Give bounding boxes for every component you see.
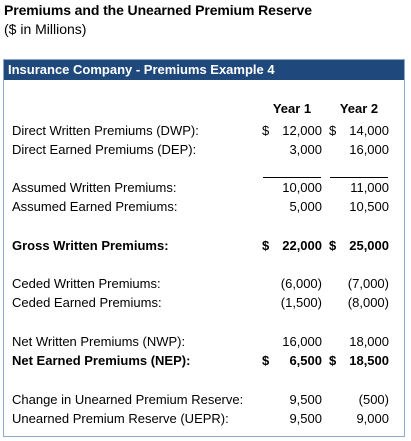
cell-value: 14,000 [349, 123, 389, 138]
cell-year1: 16,000 [282, 334, 322, 349]
currency-symbol: $ [262, 123, 270, 138]
table-header: Insurance Company - Premiums Example 4 [4, 60, 404, 80]
currency-symbol: $ [329, 238, 337, 253]
table-row [4, 390, 404, 409]
cell-year1: 9,500 [289, 392, 322, 407]
cell-year2 [329, 351, 389, 370]
row-label: Gross Written Premiums: [12, 238, 169, 253]
cell-year2: 16,000 [349, 142, 389, 157]
cell-value: 18,500 [349, 353, 389, 368]
currency-symbol: $ [329, 123, 337, 138]
cell-year1: 10,000 [282, 180, 322, 195]
cell-year1 [262, 351, 322, 370]
cell-year1: 5,000 [289, 199, 322, 214]
column-headers [4, 99, 404, 118]
cell-year1: (1,500) [280, 295, 322, 310]
page-title: Premiums and the Unearned Premium Reserve [4, 2, 312, 18]
cell-value: 22,000 [282, 238, 322, 253]
currency-symbol: $ [262, 238, 270, 253]
row-label: Change in Unearned Premium Reserve: [12, 392, 244, 407]
table-row [4, 236, 404, 255]
row-label: Net Written Premiums (NWP): [12, 334, 186, 349]
table-row [4, 121, 404, 140]
table-row [4, 197, 404, 216]
cell-year2: (7,000) [347, 276, 389, 291]
cell-year1: (6,000) [280, 276, 322, 291]
row-label: Assumed Written Premiums: [12, 180, 177, 195]
cell-value: 25,000 [349, 238, 389, 253]
premiums-table [3, 59, 405, 437]
row-label: Unearned Premium Reserve (UEPR): [12, 411, 229, 426]
table-row [4, 293, 404, 312]
cell-year1 [262, 236, 322, 255]
cell-year1 [262, 121, 322, 140]
cell-value: 6,500 [289, 353, 322, 368]
table-row [4, 332, 404, 351]
row-label: Direct Earned Premiums (DEP): [12, 142, 197, 157]
cell-year2 [329, 121, 389, 140]
cell-year1: 3,000 [289, 142, 322, 157]
row-label: Assumed Earned Premiums: [12, 199, 178, 214]
row-label: Net Earned Premiums (NEP): [12, 353, 191, 368]
currency-symbol: $ [262, 353, 270, 368]
cell-year1: 9,500 [289, 411, 322, 426]
table-row [4, 178, 404, 197]
table-row [4, 140, 404, 159]
currency-symbol: $ [329, 353, 337, 368]
column-header-year1: Year 1 [272, 101, 312, 116]
table-row [4, 274, 404, 293]
cell-value: 12,000 [282, 123, 322, 138]
cell-year2: 9,000 [356, 411, 389, 426]
table-row [4, 351, 404, 370]
cell-year2: 10,500 [349, 199, 389, 214]
row-label: Direct Written Premiums (DWP): [12, 123, 199, 138]
page-subtitle: ($ in Millions) [4, 21, 87, 37]
cell-year2: (500) [358, 392, 389, 407]
row-label: Ceded Earned Premiums: [12, 295, 162, 310]
cell-year2: (8,000) [347, 295, 389, 310]
column-header-year2: Year 2 [339, 101, 379, 116]
cell-year2: 11,000 [350, 180, 389, 195]
cell-year2 [329, 236, 389, 255]
cell-year2: 18,000 [349, 334, 389, 349]
row-label: Ceded Written Premiums: [12, 276, 161, 291]
table-row [4, 409, 404, 428]
